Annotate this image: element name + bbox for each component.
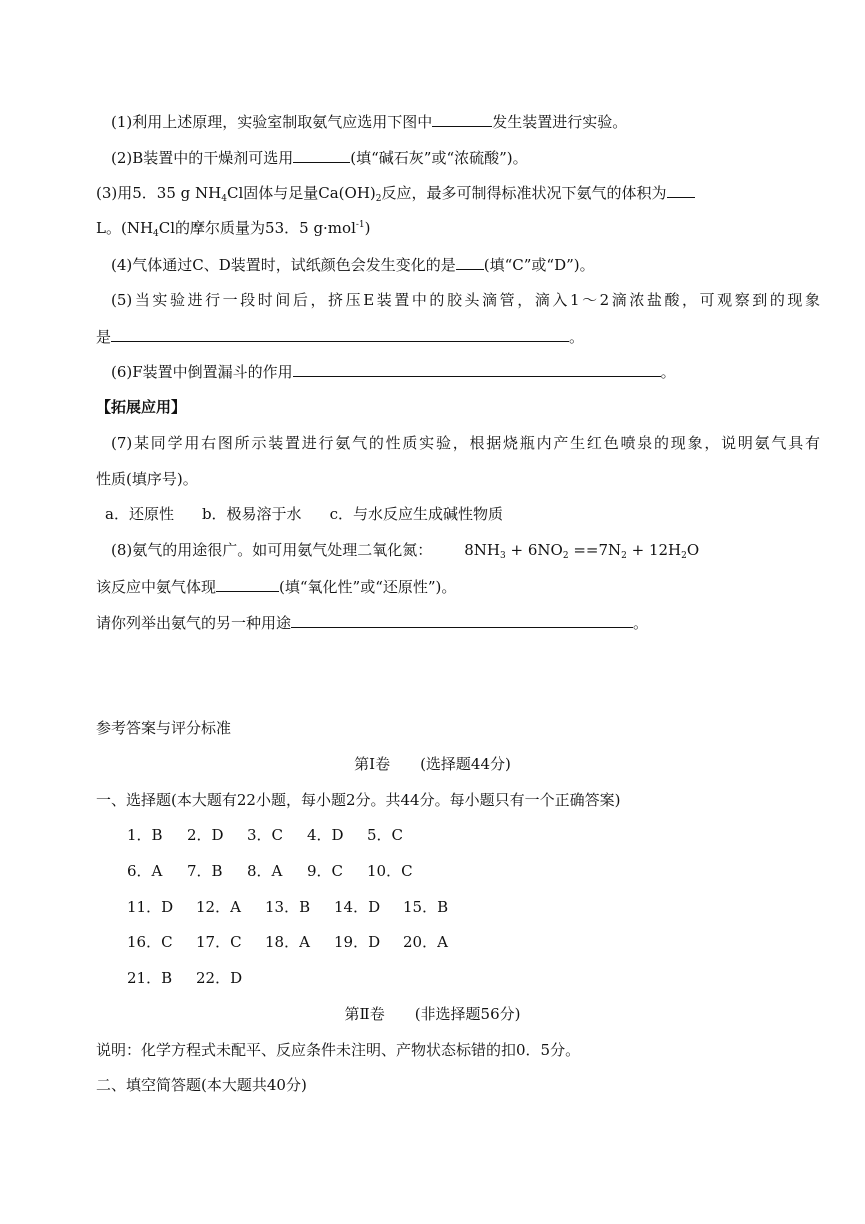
option-a: a．还原性 [105,505,174,523]
question-8-c: 请你列举出氨气的另一种用途 。 [96,614,649,632]
answer-blank[interactable] [432,111,492,127]
question-4: (4)气体通过C、D装置时，试纸颜色会发生变化的是 (填“C”或“D”)。 [111,256,595,274]
question-2: (2)B装置中的干燥剂可选用 (填“碱石灰”或“浓硫酸”)。 [111,149,528,167]
scoring-note: 说明：化学方程式未配平、反应条件未注明、产物状态标错的扣0．5分。 [96,1041,581,1059]
answer-blank[interactable] [216,576,279,592]
options-row [105,504,503,524]
question-1: (1)利用上述原理，实验室制取氨气应选用下图中 发生装置进行实验。 [111,113,628,131]
question-7-continued: 性质(填序号)。 [96,470,198,488]
answer-blank[interactable] [293,361,661,377]
question-8: (8)氨气的用途很广。如可用氨气处理二氧化氮： $8NH_3 + 6NO_2 ==7N_2 + 12H_2O$ [111,541,700,561]
reaction-equation: $8NH_3 + 6NO_2 ==7N_2 + 12H_2O$ [464,541,700,561]
question-5: (5)当实验进行一段时间后，挤压E装置中的胶头滴管，滴入1～2滴浓盐酸，可观察到的现象 [111,291,820,309]
answers-row-5: 21．B 22．D [127,969,243,987]
question-3-continued: L。($NH_4Cl$的摩尔质量为53．5 g·mol$^{-1}$) [96,219,371,239]
question-8-b: 该反应中氨气体现 (填“氧化性”或“还原性”)。 [96,578,457,596]
question-6: (6)F装置中倒置漏斗的作用 。 [111,363,676,381]
answer-blank[interactable] [293,147,350,163]
question-3: (3)用5．35 g $NH_4Cl$固体与足量$Ca(OH)_2$反应，最多可制得标准状况下氨气的体积为 [96,182,695,203]
answers-row-3: 11．D 12．A 13．B 14．D 15．B [127,898,449,916]
section-1-heading: 一、选择题(本大题有22小题，每小题2分。共44分。每小题只有一个正确答案) [96,791,621,809]
option-c: c．与水反应生成碱性物质 [329,505,503,523]
answer-blank[interactable] [111,326,569,342]
option-b: b．极易溶于水 [201,505,302,523]
question-5-continued: 是 。 [96,328,585,346]
answers-row-1: 1．B 2．D 3．C 4．D 5．C [127,826,404,844]
answer-blank[interactable] [667,182,695,198]
answers-row-2: 6．A 7．B 8．A 9．C 10．C [127,862,413,880]
answer-blank[interactable] [456,254,484,270]
part-1-heading: 第Ⅰ卷 (选择题44分) [354,755,511,773]
section-heading-extension: 【拓展应用】 [96,398,187,416]
part-2-heading: 第Ⅱ卷 (非选择题56分) [344,1005,521,1023]
answer-blank[interactable] [291,612,633,628]
answers-row-4: 16．C 17．C 18．A 19．D 20．A [127,933,448,951]
question-7: (7)某同学用右图所示装置进行氨气的性质实验，根据烧瓶内产生红色喷泉的现象，说明氨气具有 [111,434,820,452]
reference-answer-title: 参考答案与评分标准 [96,719,232,737]
section-2-heading: 二、填空简答题(本大题共40分) [96,1076,307,1094]
